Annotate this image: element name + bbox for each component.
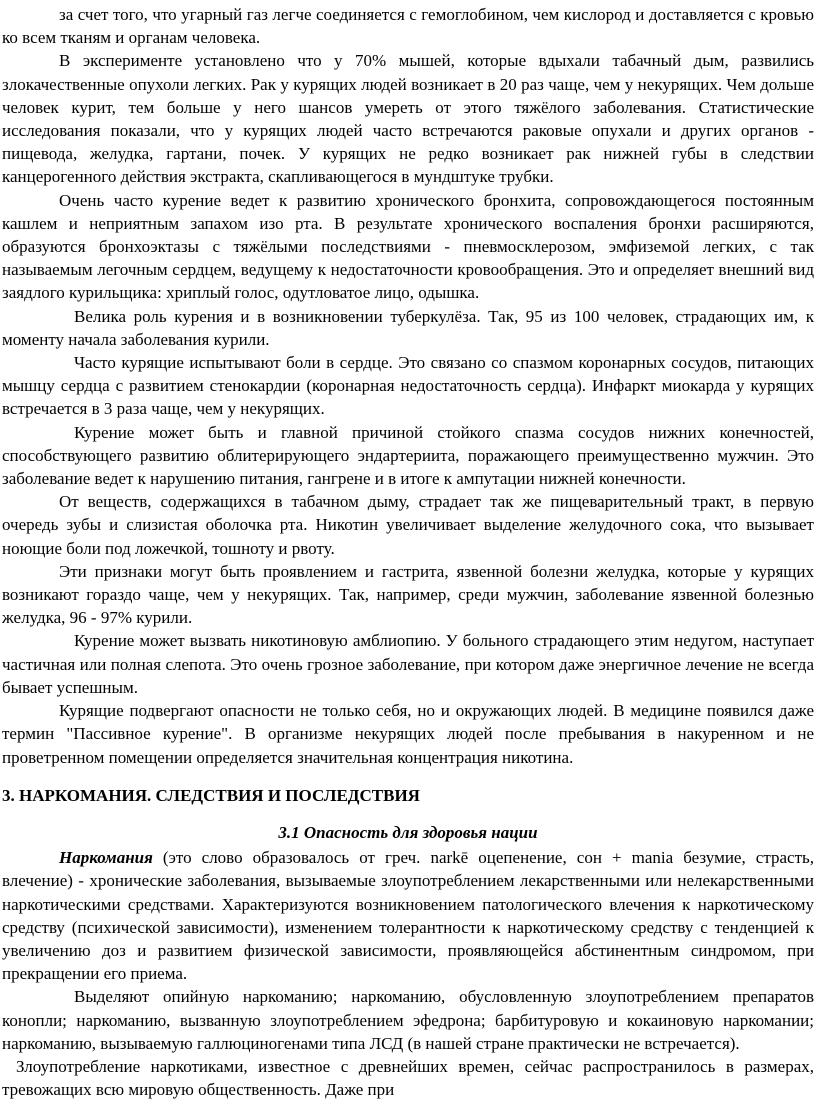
paragraph-abuse-spread: Злоупотребление наркотиками, известное с древнейших времен, сейчас распространилось в размерах, тревожащих всю мировую общественность. Даже при bbox=[2, 1056, 814, 1100]
subsection-heading: 3.1 Опасность для здоровья нации bbox=[278, 822, 538, 842]
paragraph-heart-pain: Часто курящие испытывают боли в сердце. Это связано со спазмом коронарных сосудов, питающих мышцу сердца с развитием стенокардии (коронарная недостаточность сердца). Инфаркт миокарда у курящих встречается в 3 раза чаще, чем у некурящих. bbox=[2, 353, 814, 419]
paragraph-co-hemoglobin: за счет того, что угарный газ легче соединяется с гемоглобином, чем кислород и доставляется с кровью ко всем тканям и органам человека. bbox=[2, 5, 814, 48]
paragraph-tuberculosis: Велика роль курения и в возникновении туберкулёза. Так, 95 из 100 человек, страдающих им, к моменту начала заболевания курили. bbox=[2, 306, 814, 349]
narcomania-definition-text: (это слово образовалось от греч. narkē оцепенение, сон + mania безумие, страсть, влечение) - хронические заболевания, вызываемые злоупотреблением лекарственными или нелекарственными наркотическими средствами. Характеризуются возникновением патологического влечения к наркотическому средству (психической зависимости), изменением толерантности к наркотическому средству с тенденцией к увеличению доз и развитием физической зависимости, проявляющейся абстинентным синдромом, при прекращении его приема. bbox=[2, 848, 814, 984]
paragraph-vascular-spasm: Курение может быть и главной причиной стойкого спазма сосудов нижних конечностей, способствующего развитию облитерирующего эндартериита, поражающего преимущественно мужчин. Это заболевание ведет к нарушению питания, гангрене и в итоге к ампутации нижней конечности. bbox=[2, 422, 814, 489]
paragraph-gastritis: Эти признаки могут быть проявлением и гастрита, язвенной болезни желудка, которые у курящих возникают гораздо чаще, чем у некурящих. Так, например, среди мужчин, заболевание язвенной болезнью желудка, 96 - 97% курили. bbox=[2, 561, 814, 628]
section-heading: 3. НАРКОМАНИЯ. СЛЕДСТВИЯ И ПОСЛЕДСТВИЯ bbox=[2, 785, 420, 805]
paragraph-amblyopia: Курение может вызвать никотиновую амблиопию. У больного страдающего этим недугом, наступает частичная или полная слепота. Это очень грозное заболевание, при котором даже энергичное лечение не всегда бывает успешным. bbox=[2, 631, 814, 697]
paragraph-mice-experiment: В эксперименте установлено что у 70% мышей, которые вдыхали табачный дым, развились злокачественные опухоли легких. Рак у курящих людей возникает в 20 раз чаще, чем у некурящих. Чем дольше человек курит, тем больше у него шансов умереть от этого тяжёлого заболевания. Статистические исследования показали, что у курящих людей часто встречаются раковые опухали и других органов - пищевода, желудка, гартани, почек. У курящих не редко возникает рак нижней губы в следствии канцерогенного действия экстракта, скапливающегося в мундштуке трубки. bbox=[2, 51, 814, 187]
paragraph-narcomania-types: Выделяют опийную наркоманию; наркоманию, обусловленную злоупотреблением препаратов конопли; наркоманию, вызванную злоупотреблением эфедрона; барбитуровую и кокаиновую наркомании; наркоманию, вызываемую галлюциногенами типа ЛСД (в нашей стране практически не встречается). bbox=[2, 987, 814, 1053]
paragraph-bronchitis: Очень часто курение ведет к развитию хронического бронхита, сопровождающегося постоянным кашлем и неприятным запахом изо рта. В результате хронического воспаления бронхи расширяются, образуются бронхоэктазы с тяжёлыми последствиями - пневмосклерозом, эмфиземой легких, с так называемым легочным сердцем, ведущему к недостаточности кровообращения. Это и определяет внешний вид заядлого курильщика: хриплый голос, одутловатое лицо, одышка. bbox=[2, 190, 814, 303]
paragraph-passive-smoking: Курящие подвергают опасности не только себя, но и окружающих людей. В медицине появился даже термин "Пассивное курение". В организме некурящих людей после пребывания в накуренном и не проветренном помещении определяется значительная концентрация никотина. bbox=[2, 701, 814, 767]
paragraph-narcomania-definition bbox=[2, 846, 814, 985]
narcomania-term: Наркомания bbox=[59, 848, 153, 868]
paragraph-digestive-tract: От веществ, содержащихся в табачном дыму, страдает так же пищеварительный тракт, в первую очередь зубы и слизистая оболочка рта. Никотин увеличивает выделение желудочного сока, что вызывает ноющие боли под ложечкой, тошноту и рвоту. bbox=[2, 492, 814, 558]
